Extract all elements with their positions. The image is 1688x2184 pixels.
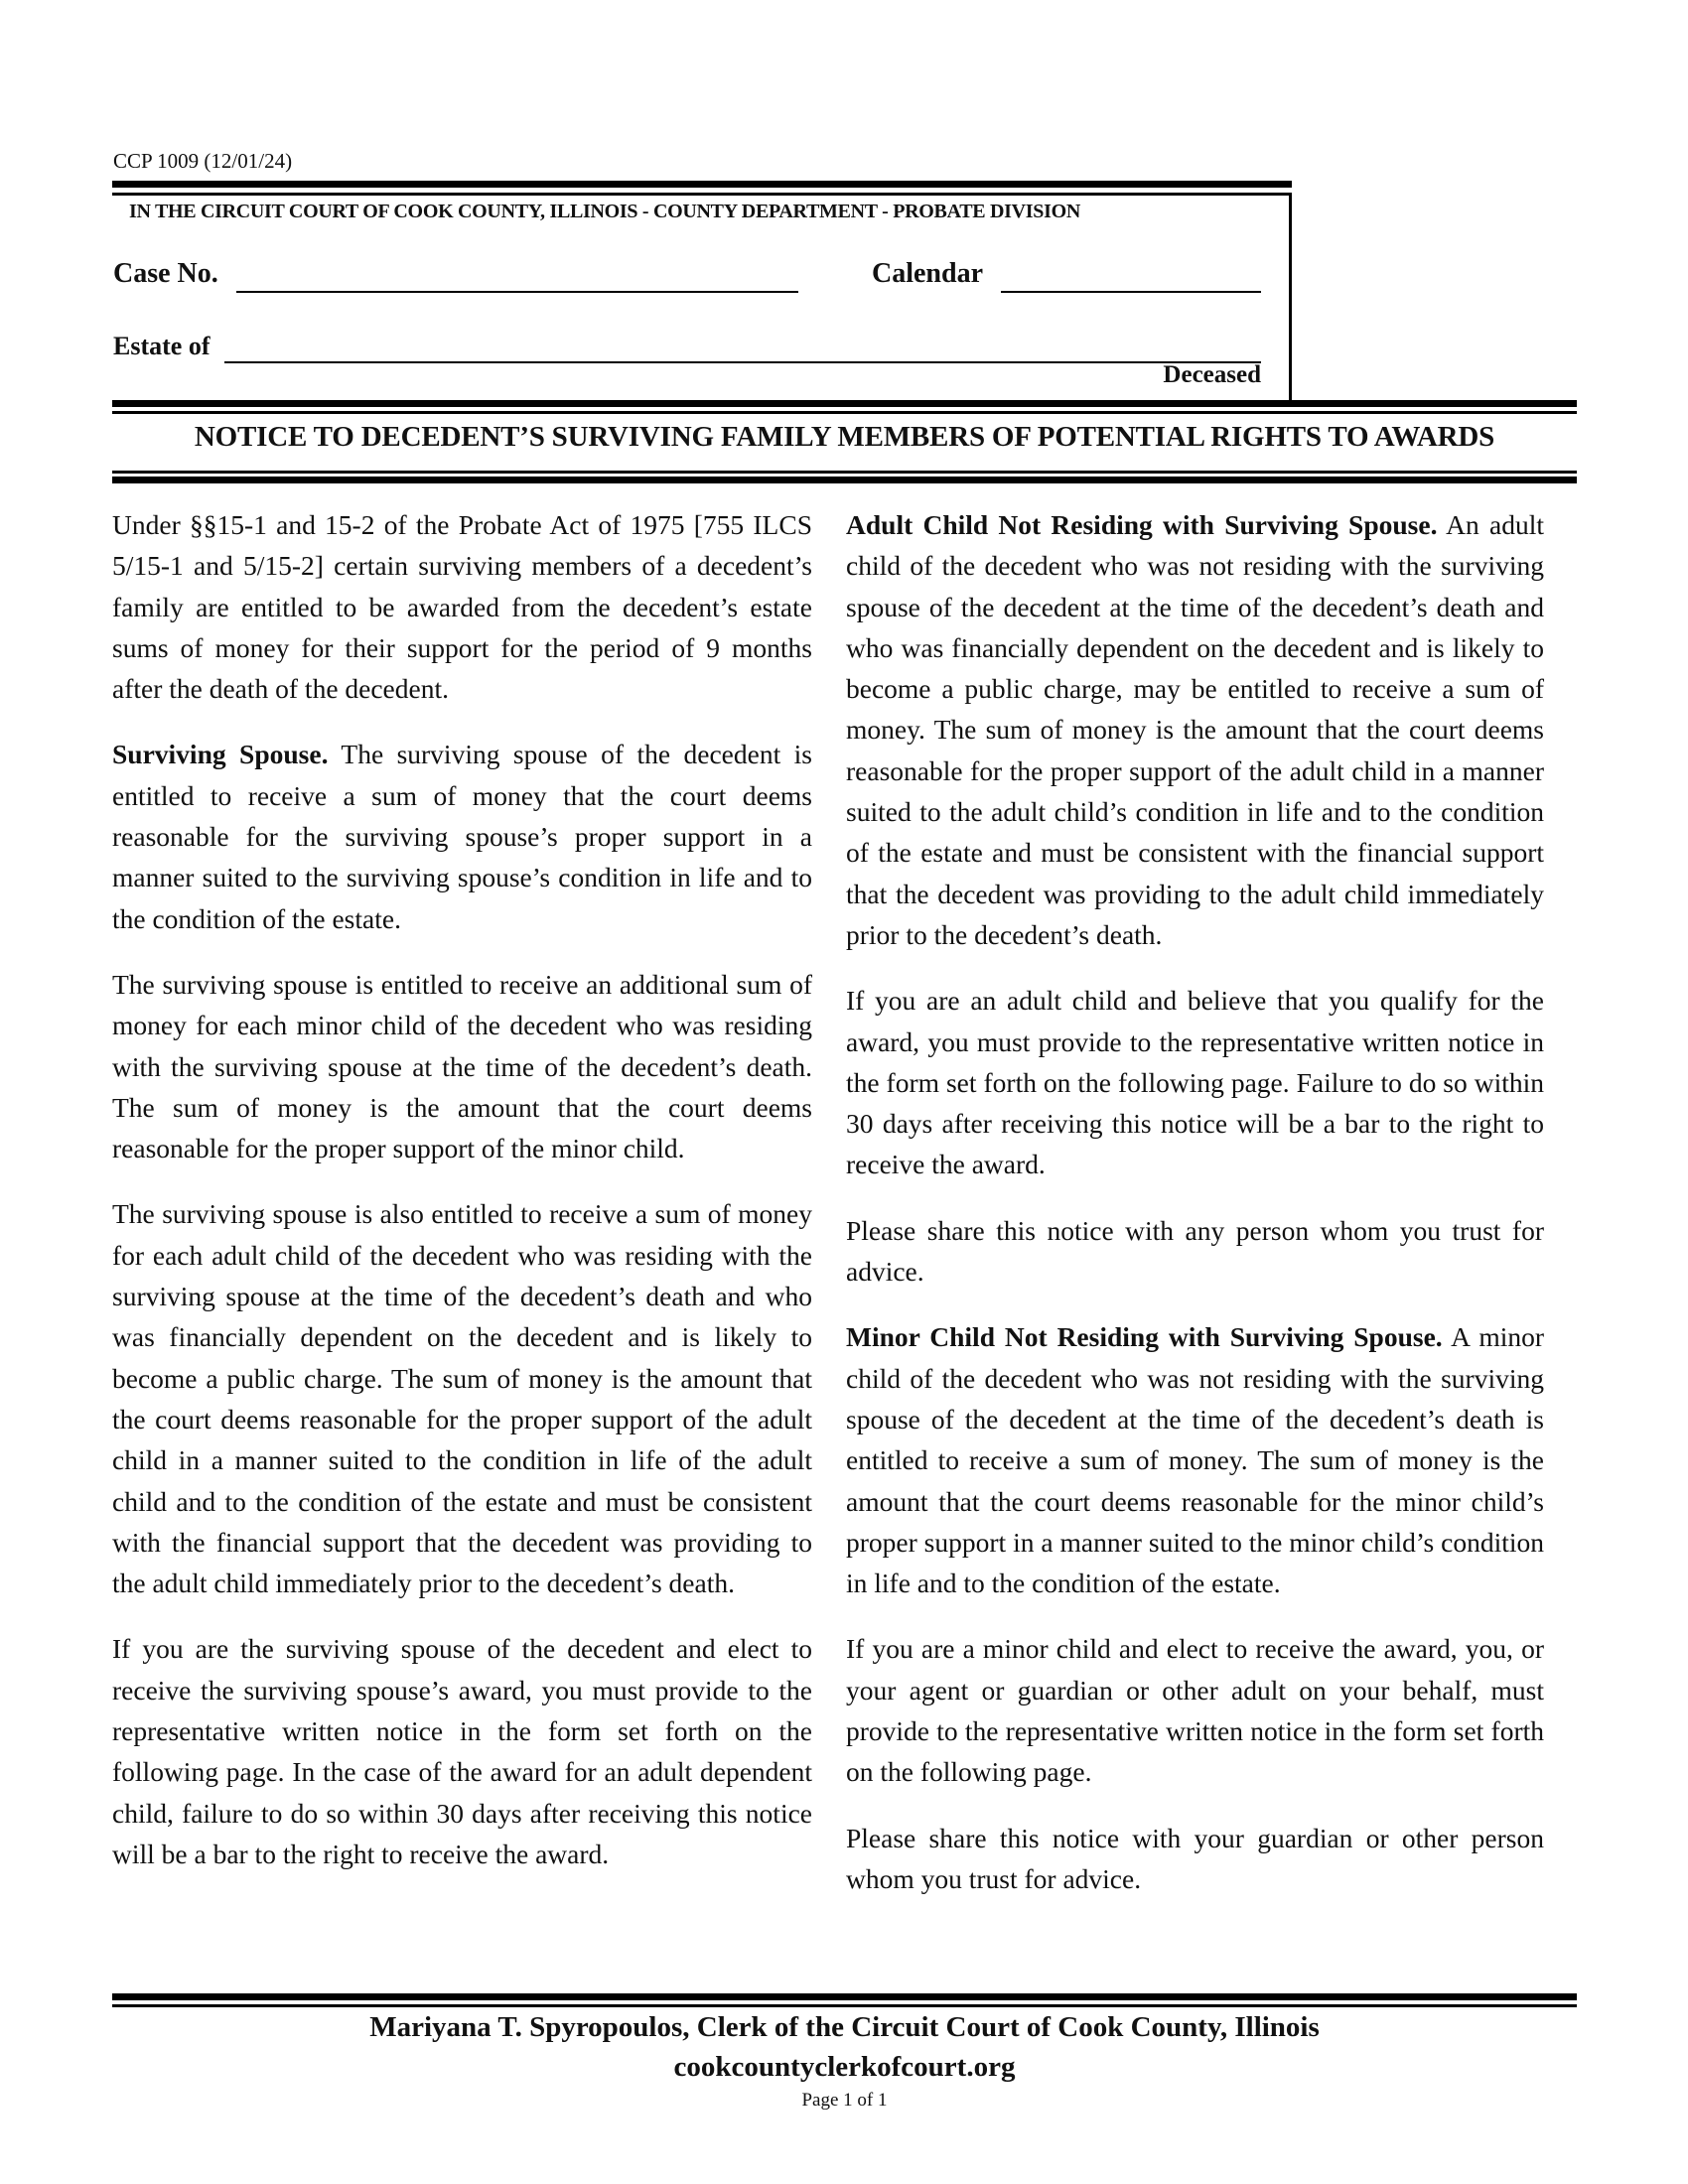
title-bottom-thin-rule <box>112 471 1577 474</box>
paragraph-text: If you are a minor child and elect to receive the award, you, or your agent or guardian or other adult on your behalf, must provide to the representative written notice in the form set forth on the following page. <box>846 1633 1544 1788</box>
paragraph-text: Under §§15-1 and 15-2 of the Probate Act of 1975 [755 ILCS 5/15-1 and 5/15-2] certain surviving members of a decedent’s family are entitled to be awarded from the decedent’s estate sums of money for their support for the period of 9 months after the death of the decedent. <box>112 509 812 705</box>
paragraph-minor-child-not-residing <box>846 1316 1544 1603</box>
footer-thick-rule <box>112 1993 1577 2000</box>
paragraph-lead: Minor Child Not Residing with Surviving Spouse. <box>846 1321 1443 1353</box>
paragraph-adult-child-award <box>112 1193 812 1603</box>
paragraph-minor-child-award <box>112 964 812 1168</box>
paragraph-text: Please share this notice with any person whom you trust for advice. <box>846 1214 1544 1288</box>
title-top-thin-rule <box>112 411 1577 414</box>
form-code: CCP 1009 (12/01/24) <box>113 149 293 173</box>
court-heading: IN THE CIRCUIT COURT OF COOK COUNTY, ILLINOIS - COUNTY DEPARTMENT - PROBATE DIVISION <box>129 201 1080 222</box>
calendar-field[interactable] <box>1001 267 1261 293</box>
paragraph-adult-child-election <box>846 980 1544 1184</box>
paragraph-text: Please share this notice with your guardian or other person whom you trust for advice. <box>846 1822 1544 1894</box>
footer-website-link[interactable]: cookcountyclerkofcourt.org <box>673 2051 1016 2083</box>
right-column <box>846 504 1544 1924</box>
paragraph-spouse-election <box>112 1628 812 1874</box>
paragraph-share-notice <box>846 1210 1544 1293</box>
footer-thin-rule <box>112 2004 1577 2007</box>
paragraph-text: The surviving spouse is also entitled to receive a sum of money for each adult child of the decedent who was residing with the surviving spouse at the time of the decedent’s death and who was financially dependent on the decedent and is likely to become a public charge. The sum of money is the amount that the court deems reasonable for the proper support of the adult child in a manner suited to the condition in life of the adult child and to the condition of the estate and must be consistent with the financial support that the decedent was providing to the adult child immediately prior to the decedent’s death. <box>112 1198 812 1599</box>
paragraph-text: The surviving spouse is entitled to receive an additional sum of money for each minor child of the decedent who was residing with the surviving spouse at the time of the decedent’s death. The sum of money is the amount that the court deems reasonable for the proper support of the minor child. <box>112 968 812 1164</box>
paragraph-surviving-spouse <box>112 734 812 938</box>
header-top-thin-rule <box>112 193 1292 196</box>
paragraph-text: If you are the surviving spouse of the decedent and elect to receive the surviving spouse’s award, you must provide to the representative written notice in the form set forth on the following page. In the case of the award for an adult dependent child, failure to do so within 30 days after receiving this notice will be a bar to the right to receive the award. <box>112 1633 812 1869</box>
case-no-label: Case No. <box>113 258 218 289</box>
notice-title: NOTICE TO DECEDENT’S SURVIVING FAMILY MEMBERS OF POTENTIAL RIGHTS TO AWARDS <box>194 421 1495 453</box>
left-column <box>112 504 812 1899</box>
paragraph-text: If you are an adult child and believe that you qualify for the award, you must provide to the representative written notice in the form set forth on the following page. Failure to do so within 30 days after receiving this notice will be a bar to the right to receive the award. <box>846 985 1544 1180</box>
case-no-field[interactable] <box>236 267 798 293</box>
paragraph-text: An adult child of the decedent who was not residing with the surviving spouse of the decedent at the time of the decedent’s death and who was financially dependent on the decedent and is likely to become a public charge, may be entitled to receive a sum of money. The sum of money is the amount that the court deems reasonable for the proper support of the adult child in a manner suited to the adult child’s condition in life and to the condition of the estate and must be consistent with the financial support that the decedent was providing to the adult child immediately prior to the decedent’s death. <box>846 509 1544 950</box>
estate-of-label: Estate of <box>113 332 211 360</box>
deceased-label: Deceased <box>1163 361 1261 388</box>
paragraph-lead: Surviving Spouse. <box>112 739 329 770</box>
estate-of-field[interactable] <box>224 338 1261 363</box>
title-bottom-thick-rule <box>112 477 1577 483</box>
paragraph-share-with-guardian <box>846 1818 1544 1900</box>
title-top-thick-rule <box>112 400 1577 407</box>
paragraph-text: The surviving spouse of the decedent is entitled to receive a sum of money that the court deems reasonable for the surviving spouse’s proper support in a manner suited to the surviving spouse’s condition in life and to the condition of the estate. <box>112 739 812 934</box>
page-number: Page 1 of 1 <box>801 2090 888 2111</box>
paragraph-adult-child-not-residing <box>846 504 1544 955</box>
header-top-thick-rule <box>112 181 1292 188</box>
paragraph-lead: Adult Child Not Residing with Surviving Spouse. <box>846 509 1438 540</box>
paragraph-intro <box>112 504 812 709</box>
paragraph-text: A minor child of the decedent who was not residing with the surviving spouse of the decedent at the time of the decedent’s death is entitled to receive a sum of money. The sum of money is the amount that the court deems reasonable for the minor child’s proper support in a manner suited to the minor child’s condition in life and to the condition of the estate. <box>846 1321 1545 1599</box>
footer-clerk: Mariyana T. Spyropoulos, Clerk of the Circuit Court of Cook County, Illinois <box>369 2011 1320 2043</box>
calendar-label: Calendar <box>872 258 983 289</box>
paragraph-minor-child-election <box>846 1628 1544 1792</box>
header-right-rule <box>1289 193 1292 403</box>
